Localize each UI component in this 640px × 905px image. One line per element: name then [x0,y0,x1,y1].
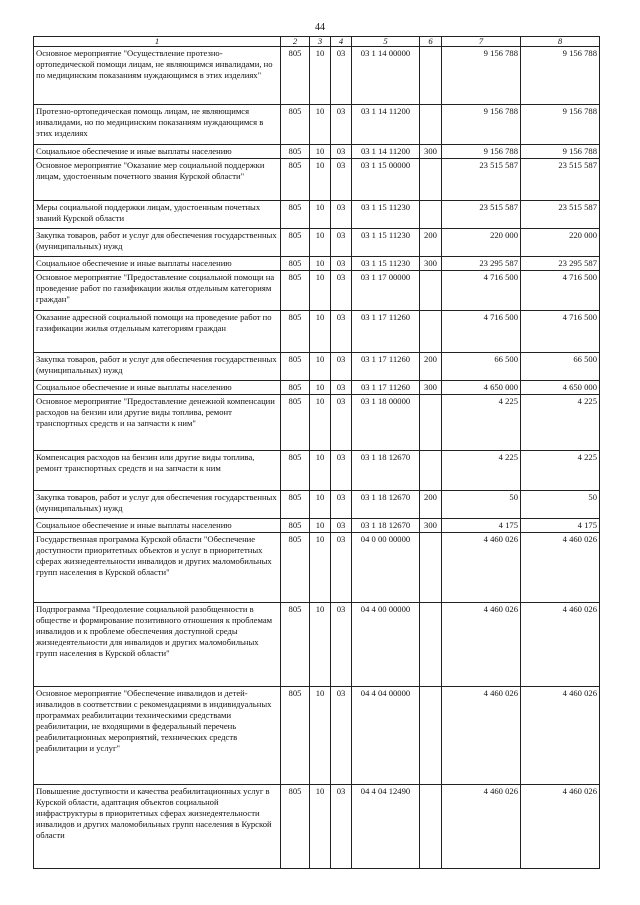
amount-col-7: 220 000 [442,229,521,257]
amount-col-7: 4 175 [442,519,521,533]
row-name: Основное мероприятие "Предоставление социальной помощи на проведение работ по газификации жилья отдельным категориям граждан" [34,271,281,311]
table-row [34,47,600,105]
amount-col-7: 66 500 [442,353,521,381]
ministry-code: 805 [281,451,310,491]
ministry-code: 805 [281,159,310,201]
subsection-code: 03 [331,159,352,201]
section-code: 10 [310,395,331,451]
col-header: 3 [310,37,331,47]
target-article-code: 03 1 14 11200 [352,105,420,145]
amount-col-7: 4 716 500 [442,311,521,353]
table-row [34,105,600,145]
section-code: 10 [310,451,331,491]
page-number: 44 [315,22,325,33]
expense-type-code: 200 [420,491,442,519]
amount-col-8: 66 500 [521,353,600,381]
target-article-code: 04 4 04 00000 [352,687,420,785]
section-code: 10 [310,159,331,201]
target-article-code: 03 1 15 00000 [352,159,420,201]
section-code: 10 [310,257,331,271]
expense-type-code [420,451,442,491]
target-article-code: 03 1 17 11260 [352,353,420,381]
col-header: 7 [442,37,521,47]
ministry-code: 805 [281,381,310,395]
row-name: Закупка товаров, работ и услуг для обеспечения государственных (муниципальных) нужд [34,491,281,519]
section-code: 10 [310,519,331,533]
expense-type-code [420,47,442,105]
subsection-code: 03 [331,257,352,271]
ministry-code: 805 [281,519,310,533]
expense-type-code [420,311,442,353]
target-article-code: 03 1 15 11230 [352,201,420,229]
amount-col-8: 220 000 [521,229,600,257]
subsection-code: 03 [331,603,352,687]
expense-type-code [420,201,442,229]
row-name: Протезно-ортопедическая помощь лицам, не являющимся инвалидами, но по медицинским показаниям нуждающимся в этих изделиях [34,105,281,145]
amount-col-8: 4 716 500 [521,271,600,311]
expense-type-code: 300 [420,145,442,159]
target-article-code: 03 1 15 11230 [352,229,420,257]
col-header: 1 [34,37,281,47]
table-row [34,451,600,491]
row-name: Меры социальной поддержки лицам, удостоенным почетных званий Курской области [34,201,281,229]
subsection-code: 03 [331,395,352,451]
ministry-code: 805 [281,687,310,785]
amount-col-7: 23 515 587 [442,159,521,201]
col-header: 8 [521,37,600,47]
amount-col-8: 4 716 500 [521,311,600,353]
expense-type-code: 300 [420,519,442,533]
header-row [34,37,600,47]
ministry-code: 805 [281,257,310,271]
expense-type-code [420,687,442,785]
ministry-code: 805 [281,353,310,381]
amount-col-8: 4 460 026 [521,533,600,603]
table-row [34,257,600,271]
expense-type-code: 300 [420,257,442,271]
target-article-code: 04 4 04 12490 [352,785,420,869]
ministry-code: 805 [281,201,310,229]
expense-type-code: 200 [420,229,442,257]
amount-col-7: 4 225 [442,451,521,491]
section-code: 10 [310,201,331,229]
row-name: Компенсация расходов на бензин или другие виды топлива, ремонт транспортных средств и на запчасти к ним [34,451,281,491]
subsection-code: 03 [331,229,352,257]
section-code: 10 [310,311,331,353]
ministry-code: 805 [281,395,310,451]
ministry-code: 805 [281,105,310,145]
col-header: 4 [331,37,352,47]
amount-col-7: 9 156 788 [442,47,521,105]
amount-col-8: 4 460 026 [521,785,600,869]
table-row [34,491,600,519]
table-row [34,603,600,687]
ministry-code: 805 [281,533,310,603]
table-row [34,687,600,785]
expense-type-code: 300 [420,381,442,395]
section-code: 10 [310,491,331,519]
row-name: Социальное обеспечение и иные выплаты населению [34,519,281,533]
table-row [34,353,600,381]
expense-type-code [420,105,442,145]
row-name: Оказание адресной социальной помощи на проведение работ по газификации жилья отдельным категориям граждан [34,311,281,353]
table-row [34,519,600,533]
amount-col-8: 9 156 788 [521,47,600,105]
subsection-code: 03 [331,451,352,491]
row-name: Закупка товаров, работ и услуг для обеспечения государственных (муниципальных) нужд [34,353,281,381]
amount-col-7: 4 716 500 [442,271,521,311]
section-code: 10 [310,533,331,603]
subsection-code: 03 [331,105,352,145]
subsection-code: 03 [331,519,352,533]
amount-col-8: 4 460 026 [521,603,600,687]
row-name: Закупка товаров, работ и услуг для обеспечения государственных (муниципальных) нужд [34,229,281,257]
expense-type-code [420,785,442,869]
subsection-code: 03 [331,353,352,381]
section-code: 10 [310,353,331,381]
table-row [34,229,600,257]
table-row [34,381,600,395]
ministry-code: 805 [281,47,310,105]
ministry-code: 805 [281,603,310,687]
col-header: 6 [420,37,442,47]
row-name: Основное мероприятие "Осуществление протезно-ортопедической помощи лицам, не являющимся инвалидами, но по медицинским показаниям нуждающимся в этих изделиях" [34,47,281,105]
expense-type-code [420,603,442,687]
col-header: 5 [352,37,420,47]
subsection-code: 03 [331,145,352,159]
target-article-code: 03 1 14 00000 [352,47,420,105]
amount-col-8: 23 515 587 [521,201,600,229]
row-name: Государственная программа Курской области "Обеспечение доступности приоритетных объектов и услуг в приоритетных сферах жизнедеятельности инвалидов и других маломобильных групп населения в Курской области" [34,533,281,603]
table-row [34,271,600,311]
row-name: Основное мероприятие "Оказание мер социальной поддержки лицам, удостоенным почетного звания Курской области" [34,159,281,201]
amount-col-8: 4 175 [521,519,600,533]
expense-type-code: 200 [420,353,442,381]
target-article-code: 03 1 15 11230 [352,257,420,271]
amount-col-7: 50 [442,491,521,519]
amount-col-7: 4 460 026 [442,785,521,869]
row-name: Повышение доступности и качества реабилитационных услуг в Курской области, адаптация объектов социальной инфраструктуры в приоритетных сферах жизнедеятельности инвалидов и других маломобильных групп населения в Курской области [34,785,281,869]
ministry-code: 805 [281,311,310,353]
ministry-code: 805 [281,145,310,159]
amount-col-7: 4 460 026 [442,603,521,687]
subsection-code: 03 [331,533,352,603]
table-row [34,311,600,353]
target-article-code: 03 1 18 12670 [352,451,420,491]
subsection-code: 03 [331,271,352,311]
table-row [34,533,600,603]
ministry-code: 805 [281,785,310,869]
amount-col-8: 23 295 587 [521,257,600,271]
section-code: 10 [310,785,331,869]
ministry-code: 805 [281,229,310,257]
target-article-code: 03 1 17 11260 [352,311,420,353]
amount-col-8: 9 156 788 [521,105,600,145]
section-code: 10 [310,603,331,687]
subsection-code: 03 [331,687,352,785]
table-row [34,145,600,159]
amount-col-8: 9 156 788 [521,145,600,159]
amount-col-7: 23 295 587 [442,257,521,271]
amount-col-7: 9 156 788 [442,105,521,145]
amount-col-8: 23 515 587 [521,159,600,201]
expense-type-code [420,533,442,603]
amount-col-7: 4 225 [442,395,521,451]
section-code: 10 [310,687,331,785]
amount-col-8: 50 [521,491,600,519]
row-name: Подпрограмма "Преодоление социальной разобщенности в обществе и формирование позитивного отношения к проблемам инвалидов и к проблеме обеспечения доступной среды жизнедеятельности для инвалидов и других маломобильных групп населения в Курской области" [34,603,281,687]
ministry-code: 805 [281,271,310,311]
subsection-code: 03 [331,47,352,105]
target-article-code: 04 4 00 00000 [352,603,420,687]
amount-col-7: 23 515 587 [442,201,521,229]
ministry-code: 805 [281,491,310,519]
subsection-code: 03 [331,785,352,869]
row-name: Социальное обеспечение и иные выплаты населению [34,145,281,159]
target-article-code: 03 1 18 12670 [352,491,420,519]
target-article-code: 03 1 18 12670 [352,519,420,533]
budget-table [33,36,600,869]
subsection-code: 03 [331,381,352,395]
amount-col-7: 9 156 788 [442,145,521,159]
amount-col-8: 4 225 [521,395,600,451]
subsection-code: 03 [331,491,352,519]
section-code: 10 [310,145,331,159]
expense-type-code [420,395,442,451]
amount-col-7: 4 650 000 [442,381,521,395]
expense-type-code [420,159,442,201]
amount-col-8: 4 225 [521,451,600,491]
table-row [34,201,600,229]
row-name: Социальное обеспечение и иные выплаты населению [34,381,281,395]
target-article-code: 04 0 00 00000 [352,533,420,603]
col-header: 2 [281,37,310,47]
row-name: Основное мероприятие "Предоставление денежной компенсации расходов на бензин или другие виды топлива, ремонт транспортных средств и на запчасти к ним" [34,395,281,451]
subsection-code: 03 [331,201,352,229]
row-name: Основное мероприятие "Обеспечение инвалидов и детей-инвалидов в соответствии с рекомендациями в индивидуальных программах реабилитации техническими средствами реабилитации, не входящими в федеральный перечень реабилитационных мероприятий, технических средств реабилитации и услуг" [34,687,281,785]
amount-col-7: 4 460 026 [442,533,521,603]
expense-type-code [420,271,442,311]
target-article-code: 03 1 14 11200 [352,145,420,159]
amount-col-8: 4 460 026 [521,687,600,785]
target-article-code: 03 1 17 00000 [352,271,420,311]
target-article-code: 03 1 17 11260 [352,381,420,395]
subsection-code: 03 [331,311,352,353]
section-code: 10 [310,47,331,105]
section-code: 10 [310,271,331,311]
section-code: 10 [310,105,331,145]
section-code: 10 [310,229,331,257]
section-code: 10 [310,381,331,395]
row-name: Социальное обеспечение и иные выплаты населению [34,257,281,271]
amount-col-7: 4 460 026 [442,687,521,785]
table-row [34,395,600,451]
amount-col-8: 4 650 000 [521,381,600,395]
table-row [34,785,600,869]
table-row [34,159,600,201]
target-article-code: 03 1 18 00000 [352,395,420,451]
